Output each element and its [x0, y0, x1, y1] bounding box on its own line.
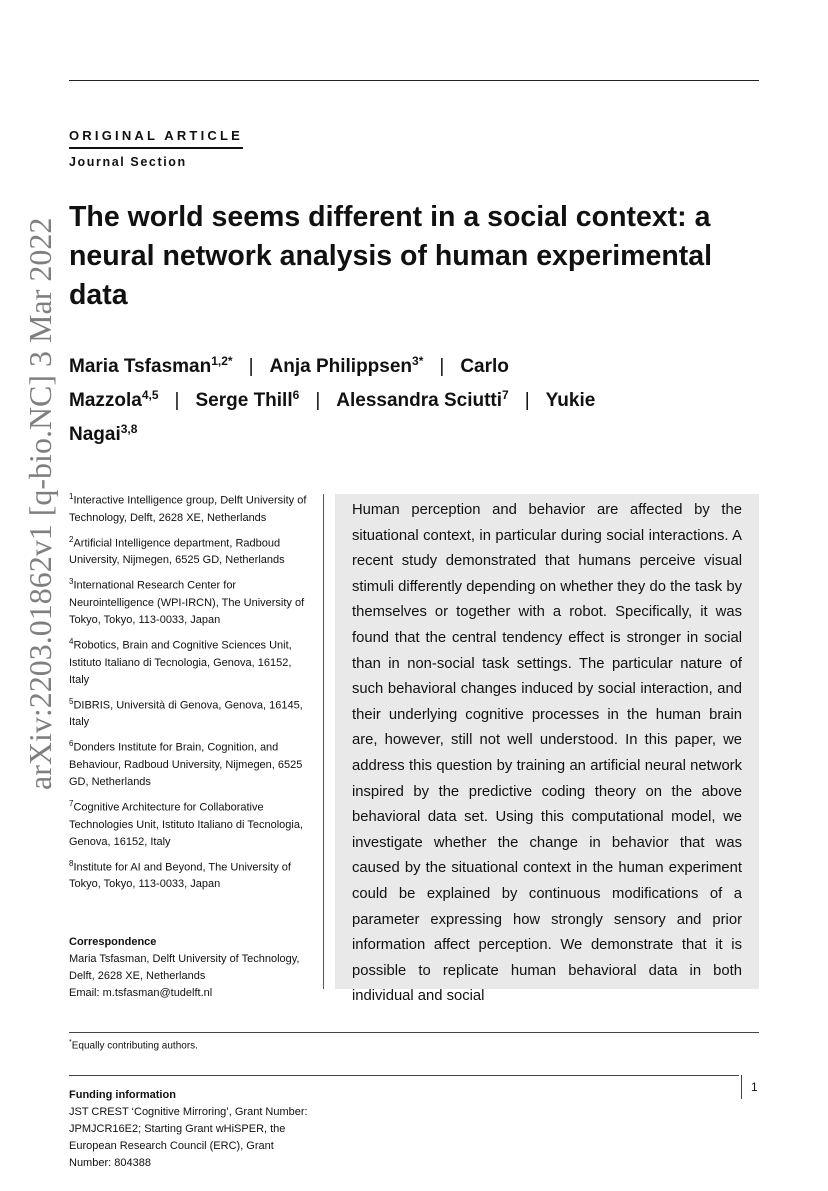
- abstract-box: Human perception and behavior are affected by the situational context, in particular during social interactions. A recent study demonstrated that humans perceive visual stimuli differently depending on whether they do the task by themselves or together with a robot. Specifically, it was found that the central tendency effect is stronger in social than in non-social task settings. The particular nature of such behavioral changes induced by social interaction, and their underlying cognitive processes in the human brain are, however, still not well understood. In this paper, we address this question by training an artificial neural network inspired by the predictive coding theory on the above behavioral data set. Using this computational model, we investigate whether the change in behavior that was caused by the situational context in the human experiment could be explained by continuous modifications of a parameter expressing how strongly sensory and prior information affect perception. We demonstrate that it is possible to replicate human behavioral data in both individual and social: [335, 494, 759, 989]
- funding-text: JST CREST ‘Cognitive Mirroring’, Grant Number: JPMJCR16E2; Starting Grant wHiSPER, the European Research Council (ERC), Grant Number: 804388: [69, 1106, 308, 1169]
- author: Carlo Mazzola$^{4,5}$: [69, 356, 509, 411]
- correspondence-address: Maria Tsfasman, Delft University of Technology, Delft, 2628 XE, Netherlands: [69, 953, 300, 982]
- author-list: [69, 350, 629, 452]
- page-number-bar: [741, 1075, 742, 1099]
- affiliation-item: $^3$International Research Center for Neurointelligence (WPI-IRCN), The University of Tokyo, Tokyo, 113-0033, Japan: [69, 577, 305, 626]
- arxiv-stamp: arXiv:2203.01862v1 [q-bio.NC] 3 Mar 2022: [22, 217, 58, 790]
- journal-section-label: Journal Section: [69, 155, 187, 169]
- affiliation-item: $^5$DIBRIS, Università di Genova, Genova, 16145, Italy: [69, 696, 303, 729]
- author-separator: |: [315, 390, 321, 411]
- author-separator: |: [439, 356, 445, 377]
- correspondence-heading: Correspondence: [69, 936, 157, 948]
- affiliations: [69, 488, 309, 897]
- affiliation-item: $^4$Robotics, Brain and Cognitive Sciences Unit, Istituto Italiano di Tecnologia, Genova, 16152, Italy: [69, 636, 292, 686]
- paper-title: The world seems different in a social context: a neural network analysis of human experimental data: [69, 201, 713, 311]
- funding-heading: Funding information: [69, 1089, 176, 1101]
- page-number: 1: [751, 1080, 758, 1094]
- author: Serge Thill$^6$: [195, 388, 300, 411]
- author: Maria Tsfasman$^{1,2*}$: [69, 354, 233, 377]
- funding-information: [69, 1087, 309, 1172]
- author-separator: |: [174, 390, 180, 411]
- correspondence-email: Email: m.tsfasman@tudelft.nl: [69, 987, 213, 999]
- author: Alessandra Sciutti$^7$: [336, 388, 509, 411]
- footnote-rule: [69, 1032, 759, 1033]
- footnote: *Equally contributing authors.: [69, 1039, 198, 1052]
- bottom-rule: [69, 1075, 739, 1076]
- author: Anja Philippsen$^{3*}$: [269, 354, 424, 377]
- correspondence: [69, 934, 309, 1002]
- affiliation-item: $^2$Artificial Intelligence department, Radboud University, Nijmegen, 6525 GD, Netherlands: [69, 534, 285, 567]
- author-separator: |: [248, 356, 254, 377]
- affiliation-item: $^7$Cognitive Architecture for Collaborative Technologies Unit, Istituto Italiano di Tecnologia, Genova, 16152, Italy: [69, 798, 303, 848]
- article-type-label: ORIGINAL ARTICLE: [69, 128, 243, 149]
- affiliation-item: $^1$Interactive Intelligence group, Delft University of Technology, Delft, 2628 XE, Netherlands: [69, 492, 307, 524]
- author-separator: |: [524, 390, 530, 411]
- author: Yukie Nagai$^{3,8}$: [69, 390, 596, 445]
- affiliation-item: $^8$Institute for AI and Beyond, The University of Tokyo, Tokyo, 113-0033, Japan: [69, 858, 291, 891]
- top-rule: [69, 80, 759, 81]
- affiliation-item: $^6$Donders Institute for Brain, Cognition, and Behaviour, Radboud University, Nijmegen, 6525 GD, Netherlands: [69, 739, 303, 788]
- abstract-divider: [323, 494, 324, 989]
